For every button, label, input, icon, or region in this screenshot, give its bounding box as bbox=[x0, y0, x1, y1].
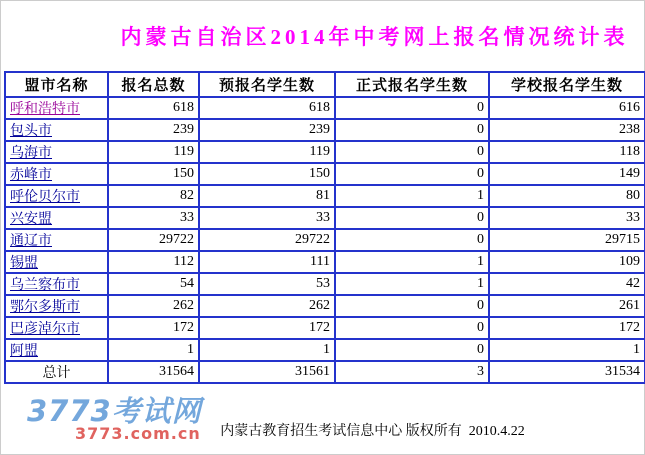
cell-pre-reg: 53 bbox=[199, 273, 335, 295]
cell-pre-reg: 119 bbox=[199, 141, 335, 163]
city-link-ulanqab[interactable]: 乌兰察布市 bbox=[10, 278, 80, 293]
cell-school-reg: 238 bbox=[489, 119, 645, 141]
statistics-table-container bbox=[4, 71, 645, 384]
header-row bbox=[5, 72, 645, 97]
cell-school-reg: 1 bbox=[489, 339, 645, 361]
site-watermark-logo: 3773考试网 bbox=[27, 394, 202, 428]
cell-reg-total: 119 bbox=[108, 141, 199, 163]
table-row bbox=[5, 229, 645, 251]
cell-school-reg: 118 bbox=[489, 141, 645, 163]
cell-reg-total: 33 bbox=[108, 207, 199, 229]
col-header-pre-reg: 预报名学生数 bbox=[199, 72, 335, 97]
city-link-baotou[interactable]: 包头市 bbox=[10, 124, 52, 139]
total-school-reg: 31534 bbox=[489, 361, 645, 383]
city-link-alxa[interactable]: 阿盟 bbox=[10, 344, 38, 359]
cell-pre-reg: 172 bbox=[199, 317, 335, 339]
cell-pre-reg: 33 bbox=[199, 207, 335, 229]
cell-formal-reg: 1 bbox=[335, 273, 489, 295]
city-link-tongliao[interactable]: 通辽市 bbox=[10, 234, 52, 249]
cell-school-reg: 261 bbox=[489, 295, 645, 317]
copyright-text: 内蒙古教育招生考试信息中心 版权所有 2010.4.22 bbox=[220, 424, 525, 439]
col-header-formal-reg: 正式报名学生数 bbox=[335, 72, 489, 97]
cell-pre-reg: 111 bbox=[199, 251, 335, 273]
table-row bbox=[5, 163, 645, 185]
city-link-bayannur[interactable]: 巴彦淖尔市 bbox=[10, 322, 80, 337]
cell-formal-reg: 0 bbox=[335, 163, 489, 185]
cell-pre-reg: 1 bbox=[199, 339, 335, 361]
table-row bbox=[5, 207, 645, 229]
cell-pre-reg: 239 bbox=[199, 119, 335, 141]
city-link-hulunbuir[interactable]: 呼伦贝尔市 bbox=[10, 190, 80, 205]
statistics-table bbox=[4, 71, 645, 384]
cell-reg-total: 82 bbox=[108, 185, 199, 207]
cell-formal-reg: 0 bbox=[335, 339, 489, 361]
total-label: 总计 bbox=[5, 361, 108, 383]
cell-formal-reg: 0 bbox=[335, 207, 489, 229]
cell-school-reg: 172 bbox=[489, 317, 645, 339]
total-row bbox=[5, 361, 645, 383]
cell-school-reg: 29715 bbox=[489, 229, 645, 251]
city-link-ordos[interactable]: 鄂尔多斯市 bbox=[10, 300, 80, 315]
table-row bbox=[5, 97, 645, 119]
cell-formal-reg: 1 bbox=[335, 185, 489, 207]
cell-reg-total: 29722 bbox=[108, 229, 199, 251]
cell-reg-total: 262 bbox=[108, 295, 199, 317]
table-row bbox=[5, 295, 645, 317]
cell-pre-reg: 262 bbox=[199, 295, 335, 317]
city-link-wuhai[interactable]: 乌海市 bbox=[10, 146, 52, 161]
cell-formal-reg: 0 bbox=[335, 317, 489, 339]
table-row bbox=[5, 119, 645, 141]
table-row bbox=[5, 273, 645, 295]
city-link-xilingol[interactable]: 锡盟 bbox=[10, 256, 38, 271]
page-title: 内蒙古自治区2014年中考网上报名情况统计表 bbox=[120, 25, 629, 49]
cell-school-reg: 109 bbox=[489, 251, 645, 273]
cell-formal-reg: 0 bbox=[335, 295, 489, 317]
cell-pre-reg: 81 bbox=[199, 185, 335, 207]
cell-pre-reg: 618 bbox=[199, 97, 335, 119]
cell-school-reg: 80 bbox=[489, 185, 645, 207]
cell-school-reg: 616 bbox=[489, 97, 645, 119]
table-row bbox=[5, 339, 645, 361]
cell-school-reg: 33 bbox=[489, 207, 645, 229]
cell-reg-total: 150 bbox=[108, 163, 199, 185]
cell-formal-reg: 0 bbox=[335, 141, 489, 163]
city-link-hohhot[interactable]: 呼和浩特市 bbox=[10, 102, 80, 117]
col-header-league-city: 盟市名称 bbox=[5, 72, 108, 97]
cell-reg-total: 54 bbox=[108, 273, 199, 295]
city-link-xingan[interactable]: 兴安盟 bbox=[10, 212, 52, 227]
total-pre-reg: 31561 bbox=[199, 361, 335, 383]
city-link-chifeng[interactable]: 赤峰市 bbox=[10, 168, 52, 183]
cell-reg-total: 1 bbox=[108, 339, 199, 361]
site-watermark-domain: 3773.com.cn bbox=[75, 424, 201, 443]
table-row bbox=[5, 251, 645, 273]
cell-formal-reg: 0 bbox=[335, 229, 489, 251]
col-header-school-reg: 学校报名学生数 bbox=[489, 72, 645, 97]
cell-reg-total: 172 bbox=[108, 317, 199, 339]
total-formal-reg: 3 bbox=[335, 361, 489, 383]
cell-formal-reg: 0 bbox=[335, 119, 489, 141]
table-row bbox=[5, 141, 645, 163]
cell-reg-total: 239 bbox=[108, 119, 199, 141]
table-row bbox=[5, 185, 645, 207]
cell-formal-reg: 0 bbox=[335, 97, 489, 119]
total-reg-total: 31564 bbox=[108, 361, 199, 383]
cell-pre-reg: 150 bbox=[199, 163, 335, 185]
cell-reg-total: 112 bbox=[108, 251, 199, 273]
table-row bbox=[5, 317, 645, 339]
cell-school-reg: 42 bbox=[489, 273, 645, 295]
cell-reg-total: 618 bbox=[108, 97, 199, 119]
cell-formal-reg: 1 bbox=[335, 251, 489, 273]
col-header-reg-total: 报名总数 bbox=[108, 72, 199, 97]
cell-school-reg: 149 bbox=[489, 163, 645, 185]
cell-pre-reg: 29722 bbox=[199, 229, 335, 251]
